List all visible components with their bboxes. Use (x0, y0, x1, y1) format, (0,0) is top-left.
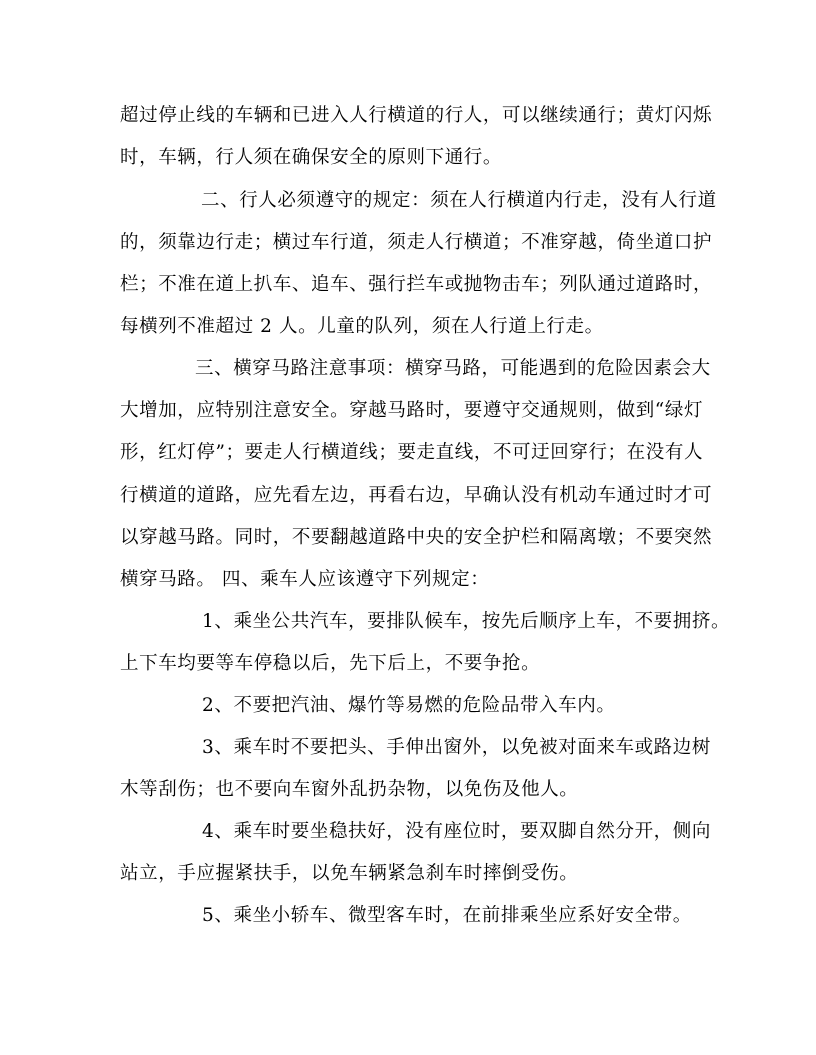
text-line: 以穿越马路。同时，不要翻越道路中央的安全护栏和隔离墩；不要突然 (120, 527, 713, 548)
rule-3-line: 3、乘车时不要把头、手伸出窗外，以免被对面来车或路边树 (202, 737, 711, 758)
text-line: 的，须靠边行走；横过车行道，须走人行横道；不准穿越，倚坐道口护 (120, 232, 713, 253)
text-line: 木等刮伤；也不要向车窗外乱扔杂物，以免伤及他人。 (120, 779, 579, 800)
rule-2-line: 2、不要把汽油、爆竹等易燃的危险品带入车内。 (202, 695, 616, 716)
text-line: 行横道的道路，应先看左边，再看右边，早确认没有机动车通过时才可 (120, 485, 713, 506)
text-line: 横穿马路。 四、乘车人应该遵守下列规定： (120, 569, 490, 590)
paragraph-2-heading-line: 二、行人必须遵守的规定：须在人行横道内行走，没有人行道 (201, 190, 717, 211)
text-line: 形，红灯停”；要走人行横道线；要走直线，不可迂回穿行；在没有人 (120, 442, 704, 463)
rule-4-line: 4、乘车时要坐稳扶好，没有座位时，要双脚自然分开，侧向 (202, 821, 711, 842)
text-line: 大增加，应特别注意安全。穿越马路时，要遵守交通规则，做到“绿灯 (120, 400, 704, 421)
rule-1-line: 1、乘坐公共汽车，要排队候车，按先后顺序上车，不要拥挤。 (202, 611, 731, 632)
text-line: 每横列不准超过 2 人。儿童的队列，须在人行道上行走。 (120, 316, 604, 337)
text-line: 上下车均要等车停稳以后，先下后上，不要争抢。 (120, 653, 541, 674)
text-line: 超过停止线的车辆和已进入人行横道的行人，可以继续通行；黄灯闪烁 (120, 105, 713, 126)
text-line: 站立，手应握紧扶手，以免车辆紧急刹车时摔倒受伤。 (120, 863, 579, 884)
text-line: 栏；不准在道上扒车、追车、强行拦车或抛物击车；列队通过道路时， (120, 274, 713, 295)
paragraph-3-heading-line: 三、横穿马路注意事项：横穿马路，可能遇到的危险因素会大 (195, 358, 711, 379)
rule-5-line: 5、乘坐小轿车、微型客车时，在前排乘坐应系好安全带。 (202, 905, 692, 926)
text-line: 时，车辆，行人须在确保安全的原则下通行。 (120, 147, 503, 168)
